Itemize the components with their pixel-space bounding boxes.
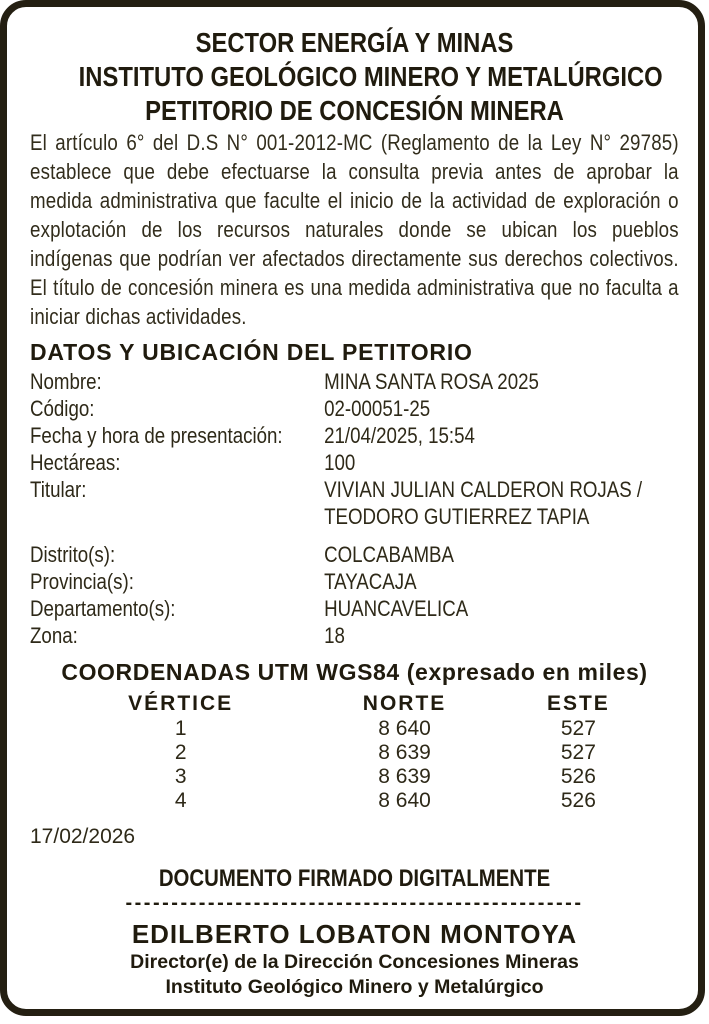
column-header-vertice: VÉRTICE (128, 692, 234, 715)
cell-norte: 8 639 (378, 741, 431, 764)
field-value: 21/04/2025, 15:54 (324, 423, 475, 448)
field-row-hectareas (30, 449, 679, 476)
field-label: Zona: (30, 623, 78, 648)
field-label: Provincia(s): (30, 569, 134, 594)
field-label: Titular: (30, 477, 87, 502)
field-row-titular (30, 476, 679, 530)
cell-norte: 8 640 (378, 789, 431, 812)
cell-este: 527 (560, 717, 596, 740)
field-label: Código: (30, 396, 95, 421)
field-label: Fecha y hora de presentación: (30, 423, 283, 448)
document-title (78, 26, 663, 128)
table-row (56, 765, 653, 789)
cell-vertice: 1 (174, 717, 187, 740)
field-value: TAYACAJA (324, 569, 417, 594)
signature-block (30, 865, 679, 1000)
field-row-distrito (30, 541, 679, 568)
field-label: Hectáreas: (30, 450, 121, 475)
field-value: MINA SANTA ROSA 2025 (324, 369, 539, 394)
field-row-zona (30, 622, 679, 649)
cell-este: 526 (560, 765, 596, 788)
signature-divider: -------------------------------------------------- (125, 892, 584, 914)
cell-norte: 8 639 (378, 765, 431, 788)
field-label: Distrito(s): (30, 542, 116, 567)
field-value: COLCABAMBA (324, 542, 455, 567)
column-header-este: ESTE (546, 692, 610, 715)
field-value: HUANCAVELICA (324, 596, 469, 621)
field-row-fecha (30, 422, 679, 449)
coordinates-heading: COORDENADAS UTM WGS84 (expresado en miles) (61, 659, 648, 685)
cell-vertice: 3 (174, 765, 187, 788)
title-institute-line: INSTITUTO GEOLÓGICO MINERO Y METALÚRGICO (78, 61, 663, 92)
title-petitorio-line: PETITORIO DE CONCESIÓN MINERA (145, 95, 564, 126)
field-value: VIVIAN JULIAN CALDERON ROJAS / TEODORO GUTIERREZ TAPIA (324, 477, 643, 529)
field-label: Departamento(s): (30, 596, 176, 621)
table-row (56, 789, 653, 813)
field-row-provincia (30, 568, 679, 595)
field-row-codigo (30, 395, 679, 422)
coordinates-header-row (56, 690, 653, 717)
signatory-name: EDILBERTO LOBATON MONTOYA (131, 919, 578, 949)
cell-este: 527 (560, 741, 596, 764)
cell-norte: 8 640 (378, 717, 431, 740)
digitally-signed-note: DOCUMENTO FIRMADO DIGITALMENTE (158, 865, 551, 892)
signatory-institution: Instituto Geológico Minero y Metalúrgico (165, 976, 544, 998)
field-value: 02-00051-25 (324, 396, 431, 421)
footer-date: 17/02/2026 (30, 825, 136, 848)
cell-vertice: 2 (174, 741, 187, 764)
field-row-nombre (30, 368, 679, 395)
intro-wrapper (30, 128, 679, 331)
section-heading-datos: DATOS Y UBICACIÓN DEL PETITORIO (30, 339, 473, 365)
datos-rows (30, 368, 679, 649)
signatory-role: Director(e) de la Dirección Concesiones Mineras (130, 951, 579, 973)
field-label: Nombre: (30, 369, 102, 394)
table-row (56, 741, 653, 765)
field-value: 18 (324, 623, 345, 648)
intro-paragraph: El artículo 6° del D.S N° 001-2012-MC (Reglamento de la Ley N° 29785) establece que debe efectuarse la consulta previa antes de aprobar la medida administrativa que faculte el inicio de la actividad de exploración o explotación de los recursos naturales donde se ubican los pueblos indígenas que podrían ver afectados directamente sus derechos colectivos. El título de concesión minera es una medida administrativa que no faculta a iniciar dichas actividades. (30, 130, 679, 329)
table-row (56, 717, 653, 741)
column-header-norte: NORTE (362, 692, 447, 715)
cell-vertice: 4 (174, 789, 187, 812)
coordinates-table (56, 690, 653, 813)
field-row-departamento (30, 595, 679, 622)
document-content (30, 24, 679, 1004)
field-value: 100 (324, 450, 356, 475)
title-sector-line: SECTOR ENERGÍA Y MINAS (195, 27, 514, 58)
cell-este: 526 (560, 789, 596, 812)
